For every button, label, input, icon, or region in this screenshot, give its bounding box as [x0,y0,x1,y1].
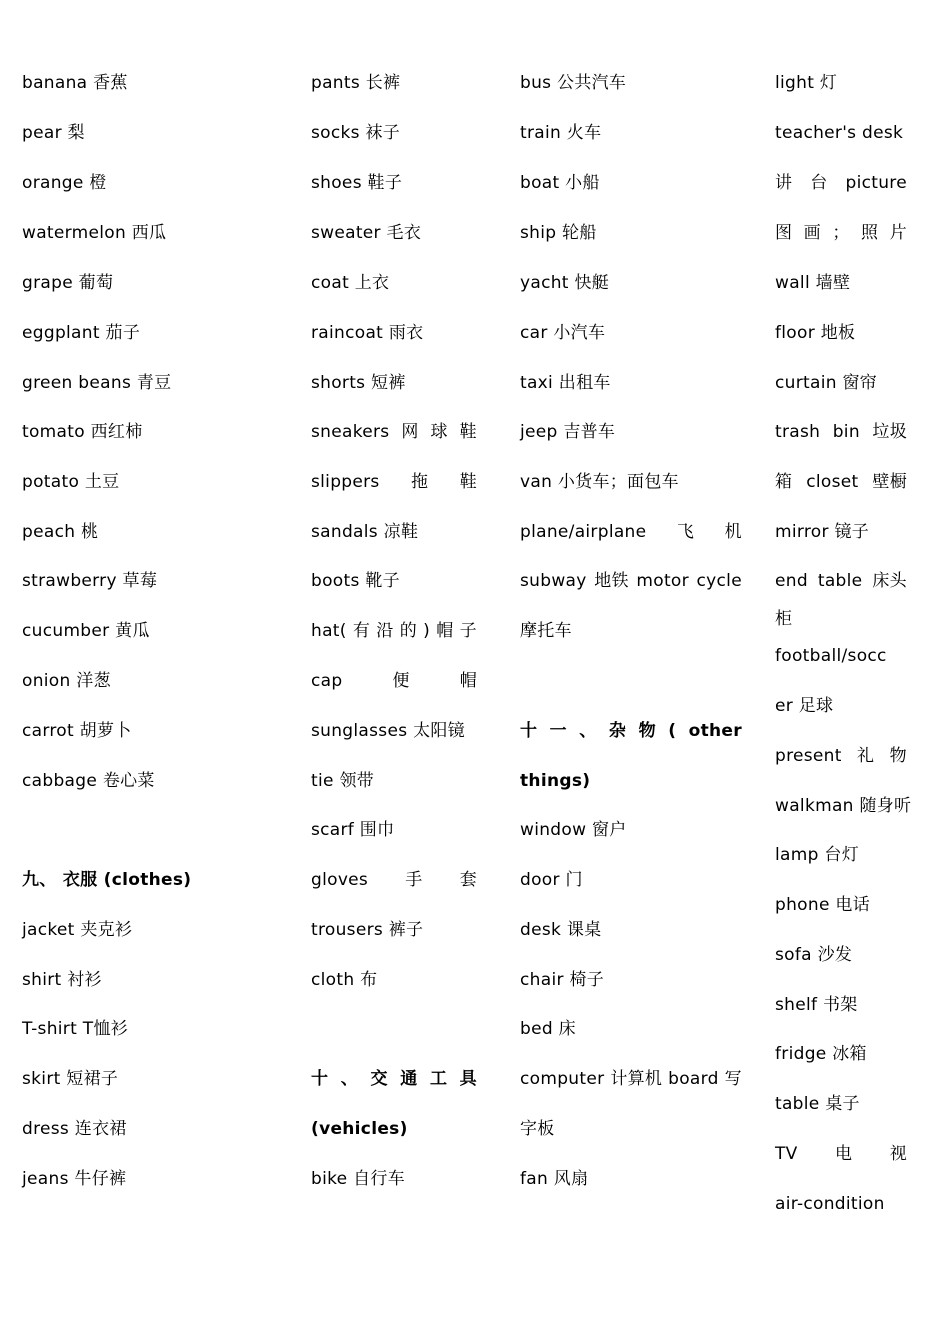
vocab-entry: T-shirt T恤衫 [22,1019,129,1039]
vocab-entry: window 窗户 [520,820,627,840]
vocab-entry: cap 便 帽 [311,671,477,691]
vocab-entry: car 小汽车 [520,323,606,343]
vocab-entry: orange 橙 [22,173,107,193]
vocab-entry: present 礼 物 [775,746,907,766]
vocab-entry: plane/airplane 飞 机 [520,522,742,542]
section-heading: things) [520,771,591,791]
vocab-entry: banana 香蕉 [22,73,128,93]
vocab-entry: jeep 吉普车 [520,422,616,442]
vocab-entry: yacht 快艇 [520,273,610,293]
vocab-entry: boots 靴子 [311,571,400,591]
section-heading: 十 一 、 杂 物 ( other [520,721,742,741]
vocab-entry: jeans 牛仔裤 [22,1169,127,1189]
vocab-entry: tie 领带 [311,771,375,791]
vocab-entry: dress 连衣裙 [22,1119,127,1139]
vocab-entry: boat 小船 [520,173,600,193]
vocab-entry: scarf 围巾 [311,820,395,840]
vocab-entry: 柜 [775,609,793,629]
vocab-entry: 摩托车 [520,621,572,641]
vocab-entry: sweater 毛衣 [311,223,422,243]
vocab-entry: subway 地铁 motor cycle [520,571,742,591]
vocab-entry: strawberry 草莓 [22,571,158,591]
vocab-entry: shirt 衬衫 [22,970,102,990]
vocab-entry: van 小货车；面包车 [520,472,679,492]
vocab-entry: er 足球 [775,696,834,716]
vocab-entry: green beans 青豆 [22,373,172,393]
vocab-entry: coat 上衣 [311,273,390,293]
vocab-entry: sofa 沙发 [775,945,853,965]
vocab-entry: sneakers 网 球 鞋 [311,422,477,442]
vocab-entry: light 灯 [775,73,838,93]
vocab-entry: taxi 出租车 [520,373,611,393]
vocab-entry: phone 电话 [775,895,871,915]
vocab-entry: skirt 短裙子 [22,1069,119,1089]
vocab-entry: shelf 书架 [775,995,858,1015]
vocab-entry: potato 土豆 [22,472,120,492]
vocab-entry: raincoat 雨衣 [311,323,424,343]
vocab-entry: TV 电 视 [775,1144,907,1164]
vocab-entry: shorts 短裤 [311,373,406,393]
vocab-entry: fan 风扇 [520,1169,589,1189]
vocab-entry: sandals 凉鞋 [311,522,419,542]
vocab-entry: jacket 夹克衫 [22,920,133,940]
vocab-entry: 字板 [520,1119,555,1139]
vocab-entry: socks 袜子 [311,123,401,143]
vocab-entry: gloves 手 套 [311,870,477,890]
vocab-entry: cloth 布 [311,970,378,990]
vocab-entry: tomato 西红柿 [22,422,143,442]
vocab-entry: 讲 台 picture [775,173,907,193]
vocab-entry: football/socc [775,646,887,666]
vocab-entry: fridge 冰箱 [775,1044,867,1064]
vocab-entry: watermelon 西瓜 [22,223,167,243]
vocab-entry: walkman 随身听 [775,796,912,816]
vocab-entry: grape 葡萄 [22,273,114,293]
vocab-entry: sunglasses 太阳镜 [311,721,465,741]
vocab-entry: floor 地板 [775,323,856,343]
vocab-entry: pear 梨 [22,123,85,143]
vocab-entry: 图 画 ； 照 片 [775,223,907,243]
vocab-entry: pants 长裤 [311,73,401,93]
vocab-entry: end table 床头 [775,571,907,591]
vocab-entry: wall 墙壁 [775,273,851,293]
vocab-entry: trash bin 垃圾 [775,422,907,442]
vocab-entry: slippers 拖 鞋 [311,472,477,492]
vocab-entry: cucumber 黄瓜 [22,621,150,641]
vocab-entry: bus 公共汽车 [520,73,627,93]
vocab-entry: onion 洋葱 [22,671,111,691]
vocab-entry: lamp 台灯 [775,845,859,865]
vocab-entry: eggplant 茄子 [22,323,141,343]
vocab-entry: door 门 [520,870,583,890]
vocab-entry: ship 轮船 [520,223,597,243]
vocab-entry: bike 自行车 [311,1169,406,1189]
section-heading: 十 、 交 通 工 具 [311,1069,477,1089]
vocab-entry: train 火车 [520,123,602,143]
vocab-entry: table 桌子 [775,1094,860,1114]
vocab-entry: cabbage 卷心菜 [22,771,155,791]
vocab-entry: hat( 有 沿 的 ) 帽 子 [311,621,477,641]
vocab-entry: desk 课桌 [520,920,602,940]
vocab-entry: peach 桃 [22,522,99,542]
vocab-entry: 箱 closet 壁橱 [775,472,907,492]
section-heading: 九、 衣服 (clothes) [22,870,192,890]
vocab-entry: trousers 裤子 [311,920,424,940]
vocab-entry: air-condition [775,1194,885,1214]
vocab-entry: carrot 胡萝卜 [22,721,132,741]
vocab-entry: curtain 窗帘 [775,373,878,393]
vocab-entry: computer 计算机 board 写 [520,1069,742,1089]
vocab-entry: bed 床 [520,1019,576,1039]
section-heading: (vehicles) [311,1119,408,1139]
vocab-entry: mirror 镜子 [775,522,870,542]
vocab-entry: teacher's desk [775,123,904,143]
vocab-entry: shoes 鞋子 [311,173,403,193]
vocab-entry: chair 椅子 [520,970,605,990]
